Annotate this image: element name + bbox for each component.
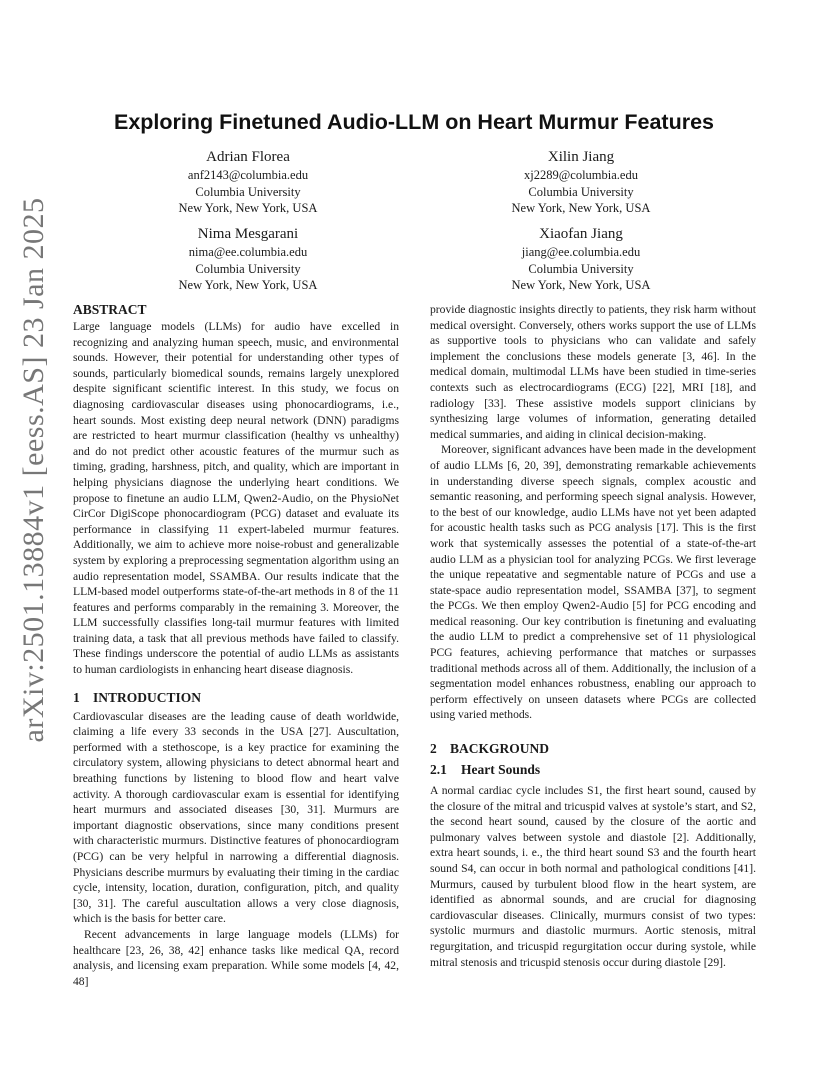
author-name: Xilin Jiang [547, 149, 615, 165]
arxiv-sidebar-stamp [16, 150, 52, 790]
section-number: 2 [430, 741, 437, 756]
author-affiliation: Columbia University [195, 261, 301, 276]
author-email: anf2143@columbia.edu [187, 168, 309, 182]
author-location: New York, New York, USA [511, 278, 651, 292]
arxiv-id: arXiv:2501.13884v1 [eess.AS] 23 Jan 2025 [17, 197, 50, 743]
right-column [430, 302, 756, 723]
abstract-text: Large language models (LLMs) for audio have excelled in recognizing and analyzing human speech, music, and environmental sounds. However, their potential for understanding other types of sounds, particularly biomedical sounds, remains largely unexplored despite significant scientific interest. In this study, we focus on diagnosing cardiovascular diseases using phonocardiograms, i.e., heart sounds. Most existing deep neural network (DNN) paradigms are restricted to heart murmur classification (healthy vs unhealthy) and do not predict other acoustic features of the murmur such as timing, grading, harshness, pitch, and quality, which are important in helping physicians diagnose the underlying heart conditions. We propose to finetune an audio LLM, Qwen2-Audio, on the PhysioNet CirCor DigiScope phonocardiogram (PCG) dataset and evaluate its performance in classifying 11 expert-labeled murmur features. Additionally, we aim to achieve more noise-robust and generalizable system by exploring a preprocessing segmentation algorithm using an audio representation model, SSAMBA. Our results indicate that the LLM-based model outperforms state-of-the-art methods in 8 of the 11 features and performs comparably in the remaining 3. Moreover, the LLM successfully classifies long-tail murmur features with limited training data, a task that all previous methods have failed to classify. These findings underscore the potential of audio LLMs as assistants to human cardiologists in enhancing heart disease diagnosis. [73, 320, 399, 677]
author-affiliation: Columbia University [528, 261, 634, 276]
introduction-heading [73, 689, 399, 707]
left-column [73, 301, 399, 989]
author-name: Nima Mesgarani [197, 226, 299, 242]
intro-paragraph: Moreover, significant advances have been made in the development of audio LLMs [6, 20, 39], demonstrating remarkable achievements in understanding diverse speech signals, complex acoustic and semantic reasoning, and performing speech signal analysis. However, to the best of our knowledge, audio LLMs have not yet been adapted for acoustic health tasks such as PCG analysis [17]. This is the first work that systemically assesses the potential of a state-of-the-art audio LLM as a physician tool for analyzing PCGs. We first leverage the unique repeatative and segmentable nature of PCGs and use a state-space audio representation model, SSAMBA [37], to segment the PCGs. We then employ Qwen2-Audio [5] for PCG encoding and medical reasoning. Our key contribution is finetuning and evaluating the audio LLM to predict a comprehensive set of 11 physiological PCG features, achieving performance that matches or surpasses traditional methods across all of them. Additionally, the inclusion of a segmentation model enhances robustness, enabling our approach to perform effectively on unseen datasets where PCGs are collected using varied methods. [430, 443, 756, 722]
author-block [118, 225, 378, 294]
author-affiliation: Columbia University [195, 184, 301, 199]
intro-paragraph: provide diagnostic insights directly to patients, they risk harm without medical oversight. Conversely, others works support the use of LLMs as supportive tools to physicians who can validate and safely implement the conclusions these models generate [3, 46]. In the medical domain, multimodal LLMs have been studied in time-series contexts such as electrocardiograms (ECG) [22], MRI [18], and radiology [33]. These assistive models support clinicians by synthesizing large volumes of information, generating detailed medical summaries, and aiding in clinical decision-making. [430, 303, 756, 441]
subsection-title: Heart Sounds [461, 762, 541, 777]
author-name: Xiaofan Jiang [539, 226, 623, 242]
section-number: 1 [73, 689, 80, 705]
author-block [118, 148, 378, 217]
heart-sounds-heading [430, 761, 756, 779]
background-paragraph: A normal cardiac cycle includes S1, the first heart sound, caused by the closure of the mitral and tricuspid valves at systole’s start, and S2, the second heart sound, caused by the closure of the aortic and pulmonary valves between systole and diastole [2]. Additionally, extra heart sounds, i. e., the third heart sound S3 and the fourth heart sound S4, can occur in both normal and pathological conditions [41]. Murmurs, caused by turbulent blood flow in the heart system, are identified as abnormal sounds, and are crucial for diagnosing cardiovascular diseases. Clinically, murmurs consist of two types: systolic murmurs and diastolic murmurs. Aortic stenosis, mitral regurgitation, and tricuspid regurgitation occur during systole, while mitral stenosis and tricuspid stenosis occur during diastole [29]. [430, 784, 756, 969]
intro-paragraph: Cardiovascular diseases are the leading cause of death worldwide, claiming a life every 33 seconds in the USA [27]. Auscultation, performed with a stethoscope, is a key practice for examining the circulatory system, allowing physicians to detect abnormal heart and breathing functions by listening to blood flow and heart valve activity. A thorough cardiovascular exam is essential for identifying heart murmurs and associated diseases [30, 31]. Murmurs are important diagnostic observations, since many conditions present with characteristic murmurs. Distinctive features of phonocardiogram (PCG) can be very helpful in narrowing a differential diagnosis. Physicians describe murmurs by evaluating their timing in the cardiac cycle, intensity, location, duration, configuration, pitch, and quality [30, 31]. The careful auscultation allows a very close diagnosis, which is the basis for better care. [73, 709, 399, 926]
background-section [430, 740, 756, 970]
author-block [451, 225, 711, 294]
author-email: nima@ee.columbia.edu [188, 245, 308, 259]
author-location: New York, New York, USA [511, 201, 651, 215]
author-block [451, 148, 711, 217]
section-title: BACKGROUND [450, 741, 550, 756]
abstract-heading: ABSTRACT [73, 302, 147, 317]
subsection-number: 2.1 [430, 762, 447, 777]
paper-title: Exploring Finetuned Audio-LLM on Heart Murmur Features [113, 110, 715, 134]
intro-paragraph: Recent advancements in large language models (LLMs) for healthcare [23, 26, 38, 42] enhance tasks like medical QA, record analysis, and licensing exam preparation. While some models [4, 42, 48] [73, 927, 399, 988]
background-heading [430, 740, 756, 758]
section-title: INTRODUCTION [93, 689, 202, 705]
author-affiliation: Columbia University [528, 184, 634, 199]
author-email: jiang@ee.columbia.edu [521, 245, 641, 259]
author-email: xj2289@columbia.edu [524, 168, 638, 182]
author-location: New York, New York, USA [178, 278, 318, 292]
author-location: New York, New York, USA [178, 201, 318, 215]
author-name: Adrian Florea [206, 149, 290, 165]
